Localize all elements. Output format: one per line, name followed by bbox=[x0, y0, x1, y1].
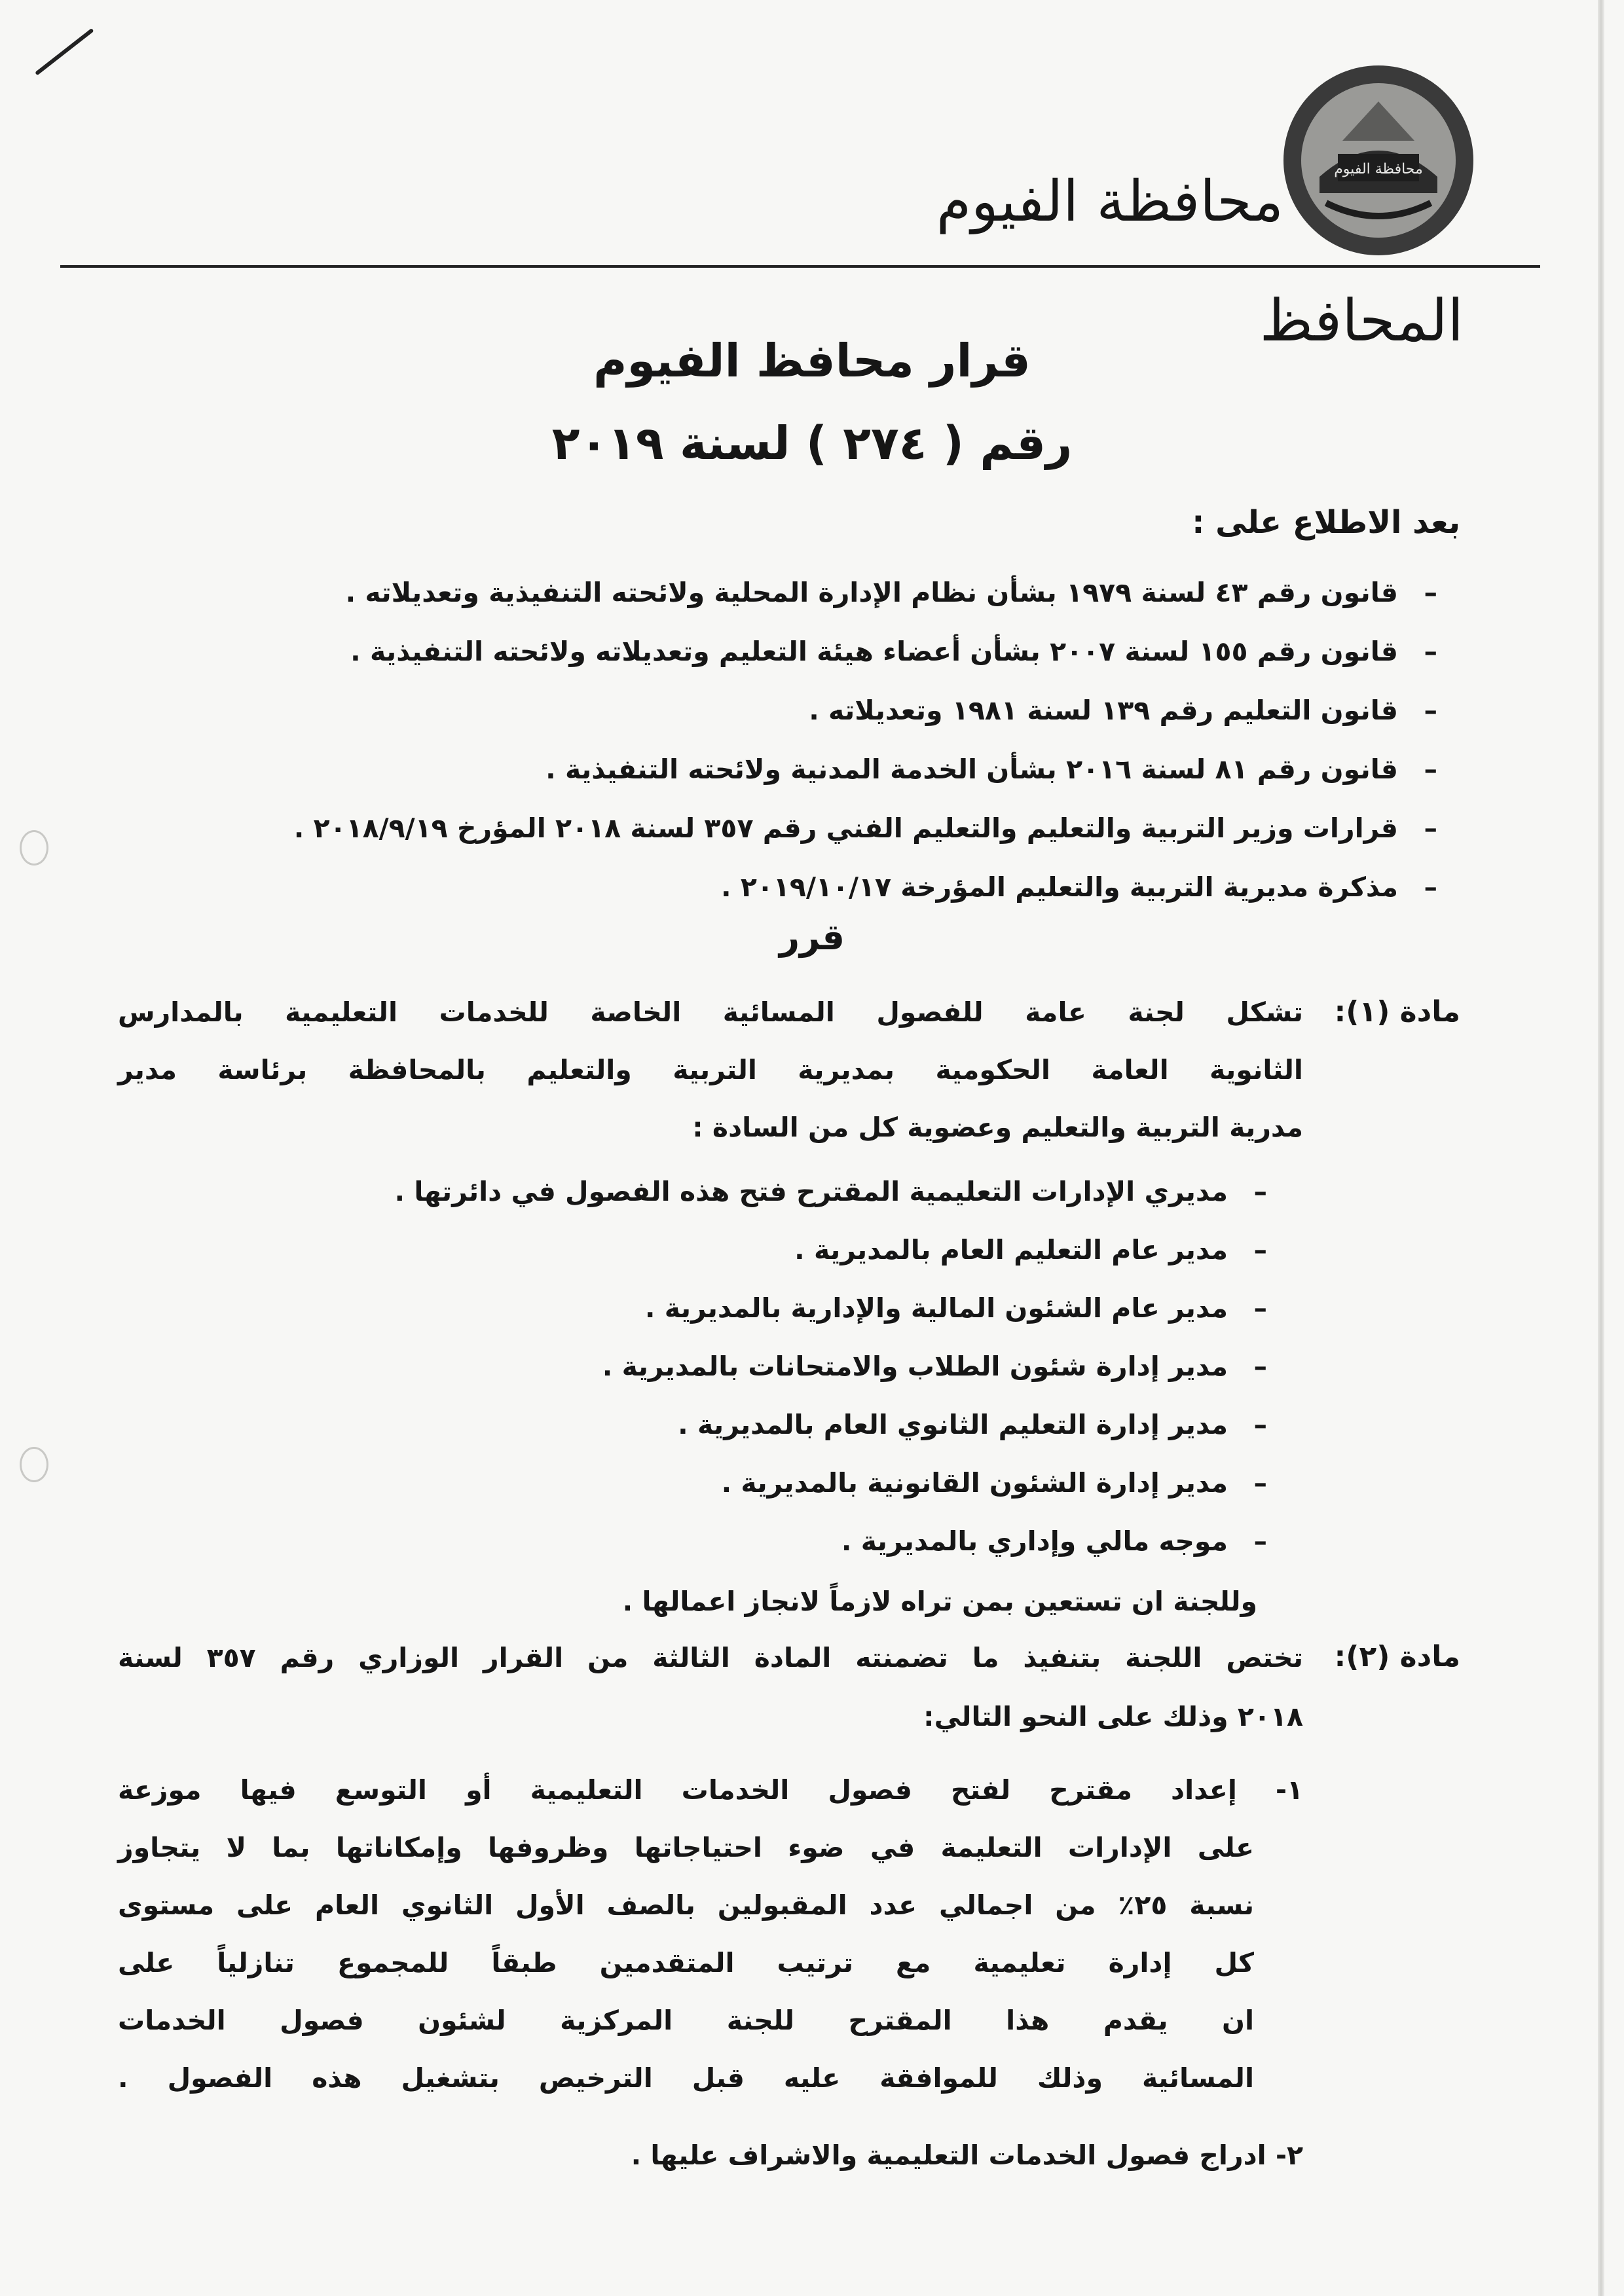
article-1-line: تشكل لجنة عامة للفصول المسائية الخاصة للخدمات التعليمية بالمدارس bbox=[118, 996, 1303, 1028]
list-item: – مدير إدارة التعليم الثانوي العام بالمديرية . bbox=[678, 1408, 1267, 1440]
list-item-text: مديري الإدارات التعليمية المقترح فتح هذه الفصول في دائرتها . bbox=[394, 1175, 1228, 1207]
decree-title: قرار محافظ الفيوم bbox=[593, 334, 1031, 388]
header-divider bbox=[60, 265, 1540, 268]
list-item: – مدير إدارة شئون الطلاب والامتحانات بالمديرية . bbox=[602, 1350, 1267, 1382]
list-item: – مدير عام الشئون المالية والإدارية بالمديرية . bbox=[644, 1292, 1267, 1324]
emblem-text: محافظة الفيوم bbox=[1334, 161, 1423, 177]
list-item-text: مذكرة مديرية التربية والتعليم المؤرخة ٢٠١٩/١٠/١٧ . bbox=[720, 871, 1398, 903]
list-item: – قانون رقم ١٥٥ لسنة ٢٠٠٧ بشأن أعضاء هيئة التعليم وتعديلاته ولائحته التنفيذية . bbox=[350, 636, 1437, 667]
list-item-text: قرارات وزير التربية والتعليم والتعليم الفني رقم ٣٥٧ لسنة ٢٠١٨ المؤرخ ٢٠١٨/٩/١٩ . bbox=[293, 812, 1398, 844]
punch-hole bbox=[20, 830, 48, 866]
list-item-text: قانون رقم ٨١ لسنة ٢٠١٦ بشأن الخدمة المدنية ولائحته التنفيذية . bbox=[545, 754, 1398, 785]
governorate-name: محافظة الفيوم bbox=[936, 169, 1283, 234]
article-2-item-1-line: المسائية وذلك للموافقة عليه قبل الترخيص بتشغيل هذه الفصول . bbox=[118, 2062, 1254, 2094]
article-2-line: تختص اللجنة بتنفيذ ما تضمنته المادة الثالثة من القرار الوزاري رقم ٣٥٧ لسنة bbox=[118, 1642, 1303, 1673]
list-item-text: قانون رقم ٤٣ لسنة ١٩٧٩ بشأن نظام الإدارة المحلية ولائحته التنفيذية وتعديلاته . bbox=[345, 577, 1398, 608]
list-item-text: مدير إدارة الشئون القانونية بالمديرية . bbox=[721, 1467, 1228, 1499]
article-2-item-1-line: نسبة ٢٥٪ من اجمالي عدد المقبولين بالصف الأول الثانوي العام على مستوى bbox=[118, 1889, 1254, 1921]
pen-mark bbox=[35, 28, 94, 75]
article-2-item-1-line: ان يقدم هذا المقترح للجنة المركزية لشئون فصول الخدمات bbox=[118, 2005, 1254, 2036]
preamble-heading: بعد الاطلاع على : bbox=[1192, 504, 1460, 541]
article-2-label: مادة (٢): bbox=[1334, 1640, 1460, 1673]
article-2-item-2: ٢- ادراج فصول الخدمات التعليمية والاشراف عليها . bbox=[631, 2140, 1303, 2171]
article-2-item-1-line: كل إدارة تعليمية مع ترتيب المتقدمين طبقاً للمجموع تنازلياً على bbox=[118, 1947, 1254, 1978]
list-item-text: موجه مالي وإداري بالمديرية . bbox=[841, 1525, 1228, 1557]
governorate-emblem bbox=[1280, 62, 1477, 259]
list-item: – قانون رقم ٨١ لسنة ٢٠١٦ بشأن الخدمة المدنية ولائحته التنفيذية . bbox=[545, 754, 1437, 785]
list-item: – قرارات وزير التربية والتعليم والتعليم الفني رقم ٣٥٧ لسنة ٢٠١٨ المؤرخ ٢٠١٨/٩/١٩ . bbox=[293, 812, 1437, 844]
list-item-text: مدير إدارة شئون الطلاب والامتحانات بالمديرية . bbox=[602, 1350, 1228, 1382]
article-1-line: مدرية التربية والتعليم وعضوية كل من السادة : bbox=[692, 1112, 1303, 1143]
list-item-text: مدير إدارة التعليم الثانوي العام بالمديرية . bbox=[678, 1408, 1228, 1440]
list-item: – قانون رقم ٤٣ لسنة ١٩٧٩ بشأن نظام الإدارة المحلية ولائحته التنفيذية وتعديلاته . bbox=[345, 577, 1437, 608]
list-item: – موجه مالي وإداري بالمديرية . bbox=[841, 1525, 1267, 1557]
committee-members bbox=[285, 1162, 1267, 1570]
article-1-line: الثانوية العامة الحكومية بمديرية التربية والتعليم بالمحافظة برئاسة مدير bbox=[118, 1054, 1303, 1085]
list-item: – مذكرة مديرية التربية والتعليم المؤرخة ٢٠١٩/١٠/١٧ . bbox=[720, 871, 1437, 903]
list-item-text: قانون رقم ١٥٥ لسنة ٢٠٠٧ بشأن أعضاء هيئة التعليم وتعديلاته ولائحته التنفيذية . bbox=[350, 636, 1398, 667]
list-item-text: مدير عام الشئون المالية والإدارية بالمديرية . bbox=[644, 1292, 1228, 1324]
article-2-item-1-line: على الإدارات التعليمة في ضوء احتياجاتها وظروفها وإمكاناتها بما لا يتجاوز bbox=[118, 1832, 1254, 1863]
punch-hole bbox=[20, 1447, 48, 1482]
list-item: – مدير عام التعليم العام بالمديرية . bbox=[794, 1233, 1267, 1266]
office-title: المحافظ bbox=[1259, 287, 1464, 354]
preamble-list bbox=[95, 563, 1437, 917]
list-item: – مدير إدارة الشئون القانونية بالمديرية . bbox=[721, 1467, 1267, 1499]
article-2-line: ٢٠١٨ وذلك على النحو التالي: bbox=[923, 1701, 1303, 1732]
article-1-closing: وللجنة ان تستعين بمن تراه لازماً لانجاز اعمالها . bbox=[622, 1586, 1257, 1617]
list-item-text: قانون التعليم رقم ١٣٩ لسنة ١٩٨١ وتعديلاته . bbox=[809, 695, 1398, 726]
decree-number: رقم ( ٢٧٤ ) لسنة ٢٠١٩ bbox=[551, 416, 1073, 470]
article-1-label: مادة (١): bbox=[1334, 995, 1460, 1029]
list-item-text: مدير عام التعليم العام بالمديرية . bbox=[794, 1233, 1228, 1266]
list-item: – قانون التعليم رقم ١٣٩ لسنة ١٩٨١ وتعديلاته . bbox=[809, 695, 1437, 726]
decided-heading: قرر bbox=[779, 917, 845, 958]
article-2-item-1-line: ١- إعداد مقترح لفتح فصول الخدمات التعليمية أو التوسع فيها موزعة bbox=[118, 1774, 1303, 1806]
list-item: – مديري الإدارات التعليمية المقترح فتح هذه الفصول في دائرتها . bbox=[394, 1175, 1267, 1207]
